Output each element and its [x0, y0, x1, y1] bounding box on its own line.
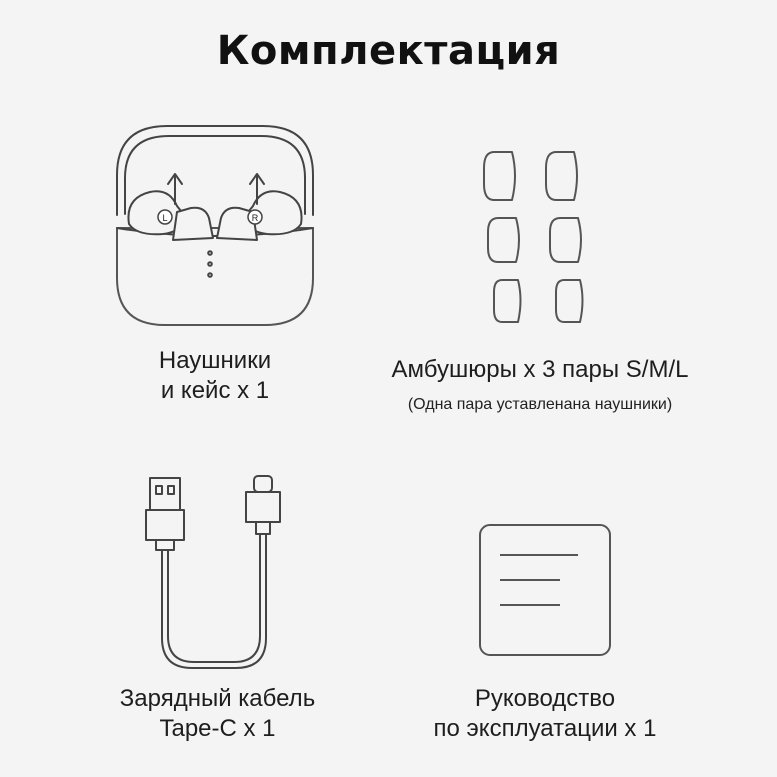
earbuds-case-icon — [105, 120, 325, 335]
ear-tips-note: (Одна пара уставленана наушники) — [407, 396, 673, 413]
ear-tips-icon — [480, 148, 600, 330]
caption-manual: Руководство по эксплуатации х 1 — [433, 685, 657, 742]
caption-cable: Зарядный кабель Tape-C x 1 — [119, 685, 316, 742]
right-marker: R — [251, 213, 259, 223]
caption-earbuds: Наушники и кейс х 1 — [158, 347, 272, 404]
left-marker: L — [162, 213, 168, 223]
caption-ear-tips: Амбушюры х 3 пары S/M/L (Одна пара уставленана наушники) — [360, 355, 720, 415]
usb-cable-icon — [140, 470, 290, 680]
manual-icon — [478, 523, 613, 658]
page-title: Комплектация — [216, 28, 561, 74]
